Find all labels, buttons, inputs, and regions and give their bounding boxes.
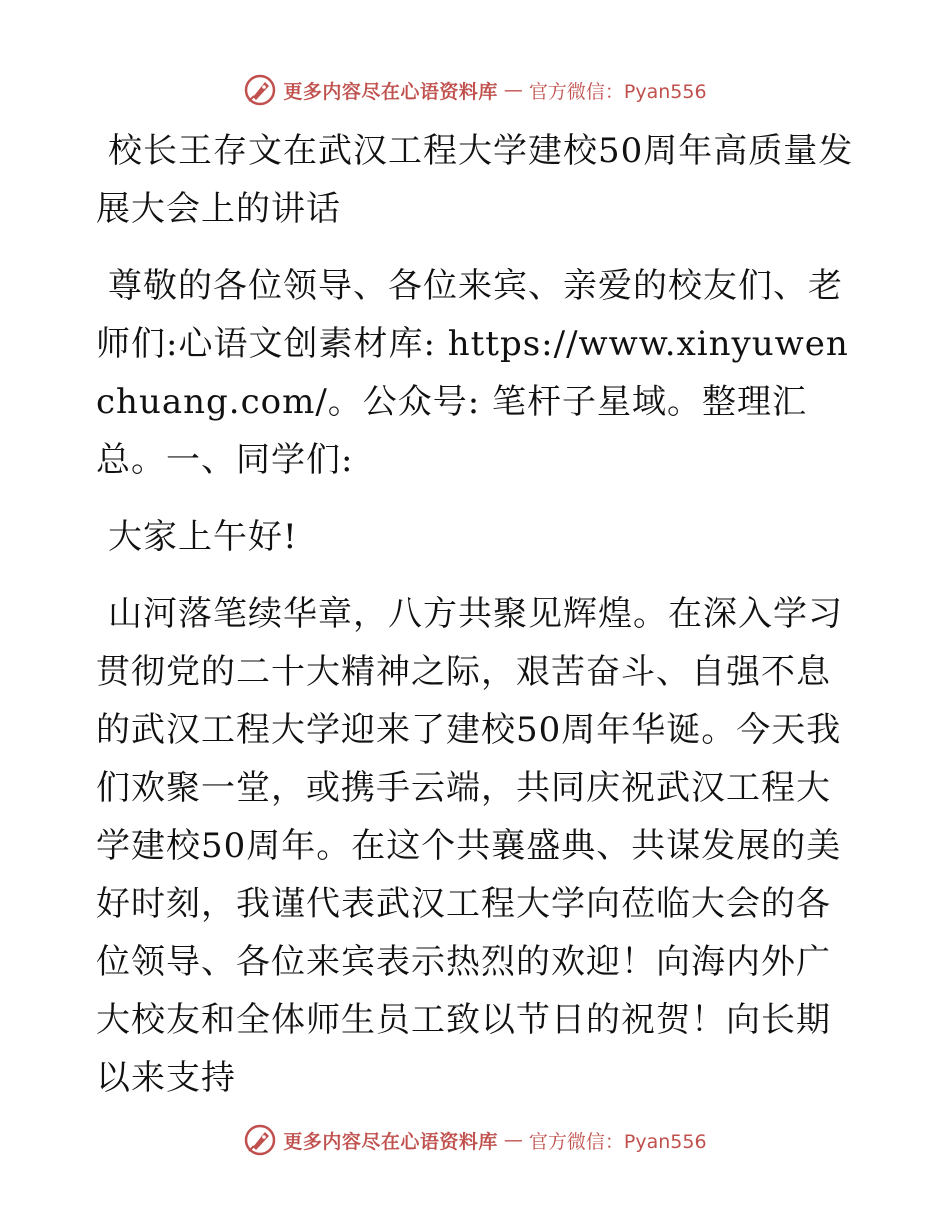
document-title: 校长王存文在武汉工程大学建校50周年高质量发展大会上的讲话 <box>96 131 854 229</box>
document-body <box>96 122 856 1126</box>
paragraph-3: 山河落笔续华章，八方共聚见辉煌。在深入学习贯彻党的二十大精神之际，艰苦奋斗、自强不息的武汉工程大学迎来了建校50周年华诞。今天我们欢聚一堂，或携手云端，共同庆祝武汉工程大学建校50周年。在这个共襄盛典、共谋发展的美好时刻，我谨代表武汉工程大学向莅临大会的各位领导、各位来宾表示热烈的欢迎！向海内外广大校友和全体师生员工致以节日的祝贺！向长期以来支持 <box>96 594 843 1098</box>
banner-wechat: 官方微信：Pyan556 <box>528 80 707 103</box>
pen-nib-logo-icon <box>243 1123 277 1157</box>
pen-nib-logo-icon <box>243 73 277 107</box>
banner-text: 更多内容尽在心语资料库 <box>283 80 498 103</box>
banner-separator: — <box>503 1129 523 1151</box>
banner-wechat: 官方微信：Pyan556 <box>528 1130 707 1153</box>
paragraph-2: 大家上午好! <box>108 517 298 557</box>
banner-separator: — <box>503 79 523 101</box>
paragraph-1: 尊敬的各位领导、各位来宾、亲爱的校友们、老师们:心语文创素材库: https://www.xinyuwenchuang.com/。公众号: 笔杆子星域。整理汇总。一、同学们: <box>96 266 849 480</box>
banner-text: 更多内容尽在心语资料库 <box>283 1130 498 1153</box>
header-banner <box>0 70 950 110</box>
footer-banner <box>0 1120 950 1160</box>
